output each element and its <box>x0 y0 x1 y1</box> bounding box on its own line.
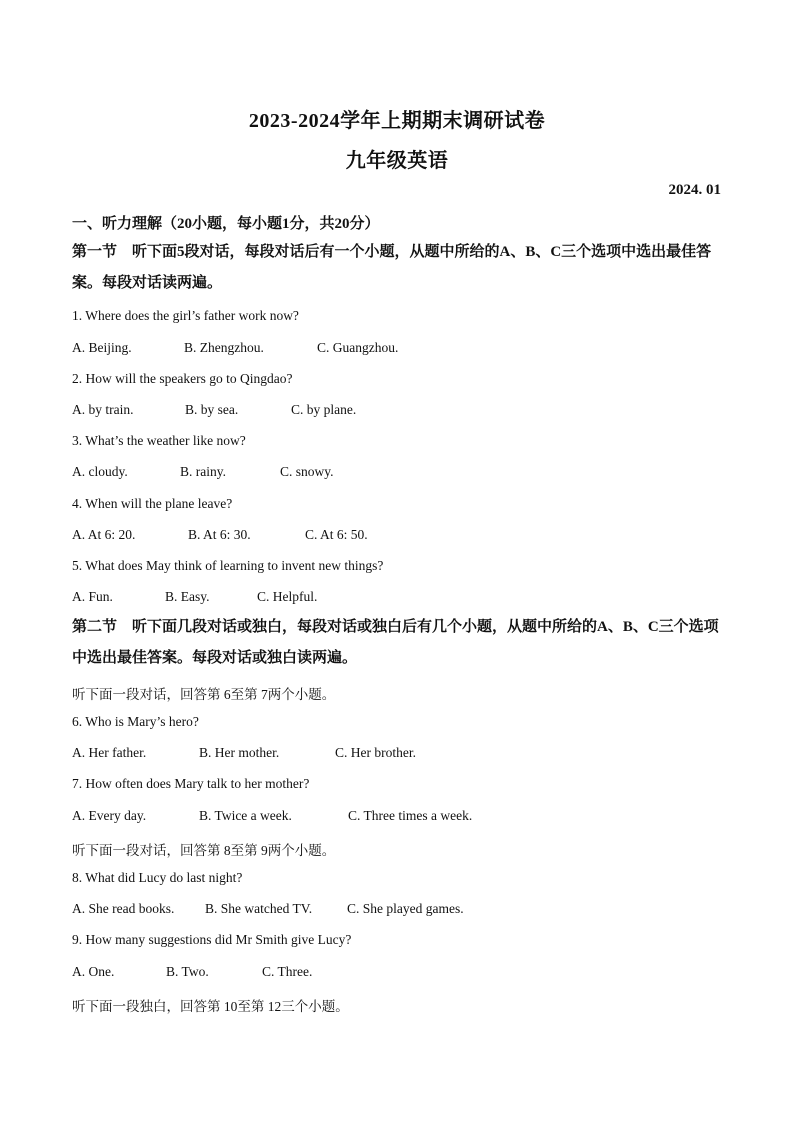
section1-instructions: 第一节 听下面5段对话，每段对话后有一个小题，从题中所给的A、B、C三个选项中选出最佳答案。每段对话读两遍。 <box>72 244 712 291</box>
q2-option-c: C. by plane. <box>291 402 357 417</box>
exam-subtitle: 九年级英语 <box>345 150 449 172</box>
question-6: 6. Who is Mary’s hero? <box>72 714 199 729</box>
q6-option-b: B. Her mother. <box>199 745 280 760</box>
q5-option-b: B. Easy. <box>165 589 210 604</box>
q7-option-a: A. Every day. <box>72 808 147 823</box>
q8-option-c: C. She played games. <box>347 901 464 916</box>
q8-option-b: B. She watched TV. <box>205 901 313 916</box>
q1-option-c: C. Guangzhou. <box>317 340 399 355</box>
q9-option-a: A. One. <box>72 964 115 979</box>
q6-option-a: A. Her father. <box>72 745 147 760</box>
part1-heading: 一、听力理解（20小题，每小题1分，共20分） <box>72 216 380 232</box>
question-5: 5. What does May think of learning to invent new things? <box>72 558 384 573</box>
question-9: 9. How many suggestions did Mr Smith give Lucy? <box>72 932 352 947</box>
question-3: 3. What’s the weather like now? <box>72 433 246 448</box>
monologue-intro-10-12: 听下面一段独白，回答第 10至第 12三个小题。 <box>72 999 349 1014</box>
question-2: 2. How will the speakers go to Qingdao? <box>72 371 293 386</box>
q4-option-a: A. At 6: 20. <box>72 527 136 542</box>
q9-option-b: B. Two. <box>166 964 209 979</box>
exam-date: 2024. 01 <box>668 182 721 198</box>
exam-title: 2023-2024学年上期期末调研试卷 <box>248 110 546 132</box>
q3-option-b: B. rainy. <box>180 464 226 479</box>
section2-instructions: 第二节 听下面几段对话或独白，每段对话或独白后有几个小题，从题中所给的A、B、C三个选项中选出最佳答案。每段对话或独白读两遍。 <box>72 619 719 666</box>
q8-option-a: A. She read books. <box>72 901 175 916</box>
dialogue-intro-8-9: 听下面一段对话，回答第 8至第 9两个小题。 <box>72 843 336 858</box>
question-1: 1. Where does the girl’s father work now? <box>72 308 299 323</box>
question-4: 4. When will the plane leave? <box>72 496 233 511</box>
q1-option-a: A. Beijing. <box>72 340 132 355</box>
q1-option-b: B. Zhengzhou. <box>184 340 264 355</box>
q4-option-c: C. At 6: 50. <box>305 527 368 542</box>
q4-option-b: B. At 6: 30. <box>188 527 251 542</box>
q9-option-c: C. Three. <box>262 964 313 979</box>
question-8: 8. What did Lucy do last night? <box>72 870 243 885</box>
q3-option-c: C. snowy. <box>280 464 334 479</box>
q2-option-b: B. by sea. <box>185 402 239 417</box>
q7-option-c: C. Three times a week. <box>348 808 473 823</box>
q3-option-a: A. cloudy. <box>72 464 128 479</box>
question-7: 7. How often does Mary talk to her mother? <box>72 776 310 791</box>
dialogue-intro-6-7: 听下面一段对话，回答第 6至第 7两个小题。 <box>72 687 336 702</box>
q2-option-a: A. by train. <box>72 402 134 417</box>
q6-option-c: C. Her brother. <box>335 745 416 760</box>
q7-option-b: B. Twice a week. <box>199 808 292 823</box>
q5-option-c: C. Helpful. <box>257 589 318 604</box>
q5-option-a: A. Fun. <box>72 589 113 604</box>
